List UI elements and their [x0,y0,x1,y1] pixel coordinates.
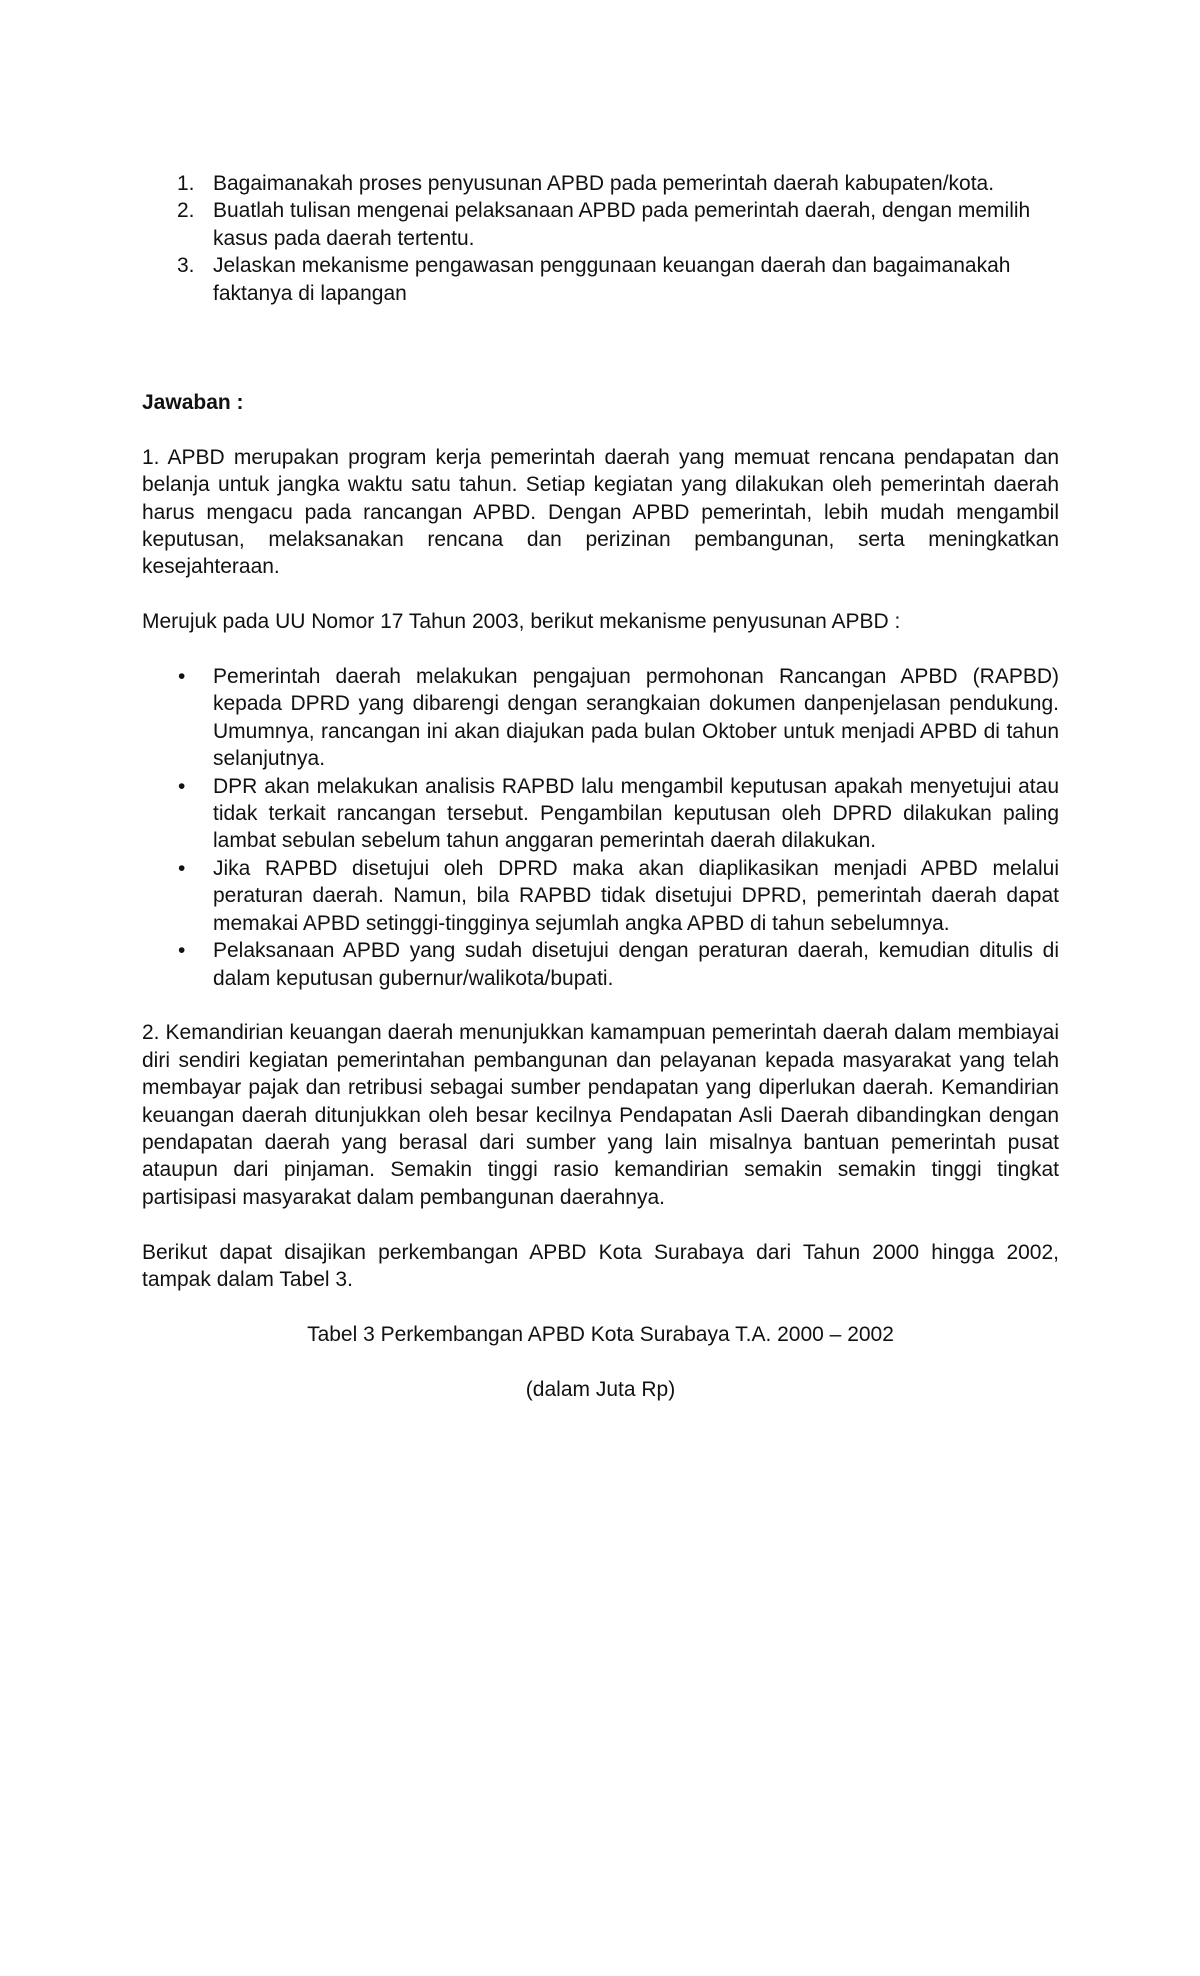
question-text: Bagaimanakah proses penyusunan APBD pada pemerintah daerah kabupaten/kota. [213,172,995,195]
spacer [142,636,1059,663]
spacer [142,1211,1059,1238]
bullet-text: DPR akan melakukan analisis RAPBD lalu mengambil keputusan apakah menyetujui atau tidak terkait rancangan tersebut. Pengambilan keputusan oleh DPRD dilakukan paling lambat sebulan sebelum tahun anggaran pemerintah daerah dilakukan. [213,774,1059,853]
table-caption: Tabel 3 Perkembangan APBD Kota Surabaya T.A. 2000 – 2002 [307,1322,894,1346]
spacer [142,992,1059,1019]
bullet-icon: • [178,774,186,798]
question-number: 2. [177,199,195,223]
bullet-icon: • [178,665,186,689]
question-text: Jelaskan mekanisme pengawasan penggunaan keuangan daerah dan bagaimanakah faktanya di lapangan [213,254,1011,305]
spacer [142,581,1059,608]
spacer [142,416,1059,443]
bullet-item [142,663,1059,773]
bullet-item [142,773,1059,855]
spacer [142,1348,1059,1375]
bullet-icon: • [178,939,186,963]
question-item [142,170,1059,197]
document-body [142,170,1059,1403]
answer-1-lead: Merujuk pada UU Nomor 17 Tahun 2003, berikut mekanisme penyusunan APBD : [142,610,901,634]
bullet-text: Pelaksanaan APBD yang sudah disetujui dengan peraturan daerah, kemudian ditulis di dalam keputusan gubernur/walikota/bupati. [213,939,1059,990]
answer-1-paragraph: 1. APBD merupakan program kerja pemerintah daerah yang memuat rencana pendapatan dan belanja untuk jangka waktu satu tahun. Setiap kegiatan yang dilakukan oleh pemerintah daerah harus mengacu pada rancangan APBD. Dengan APBD pemerintah, lebih mudah mengambil keputusan, melaksanakan rencana dan perizinan pembangunan, serta meningkatkan kesejahteraan. [142,445,1059,579]
question-list [142,170,1059,307]
bullet-text: Jika RAPBD disetujui oleh DPRD maka akan diaplikasikan menjadi APBD melalui peraturan daerah. Namun, bila RAPBD tidak disetujui DPRD, pemerintah daerah dapat memakai APBD setinggi-tingginya sejumlah angka APBD di tahun sebelumnya. [213,856,1059,935]
table-unit-note: (dalam Juta Rp) [525,1377,676,1401]
spacer [142,1293,1059,1320]
answer-2-paragraph: 2. Kemandirian keuangan daerah menunjukkan kamampuan pemerintah daerah dalam membiayai diri sendiri kegiatan pemerintahan pembangunan dan pelayanan kepada masyarakat yang telah membayar pajak dan retribusi sebagai sumber pendapatan yang diperlukan daerah. Kemandirian keuangan daerah ditunjukkan oleh besar kecilnya Pendapatan Asli Daerah dibandingkan dengan pendapatan daerah yang berasal dari sumber yang lain misalnya bantuan pemerintah pusat ataupun dari pinjaman. Semakin tinggi rasio kemandirian semakin semakin tinggi tingkat partisipasi masyarakat dalam pembangunan daerahnya. [142,1021,1059,1209]
bullet-text: Pemerintah daerah melakukan pengajuan permohonan Rancangan APBD (RAPBD) kepada DPRD yang dibarengi dengan serangkaian dokumen danpenjelasan pendukung. Umumnya, rancangan ini akan diajukan pada bulan Oktober untuk menjadi APBD di tahun selanjutnya. [213,665,1059,771]
answer-heading: Jawaban : [142,391,244,415]
question-text: Buatlah tulisan mengenai pelaksanaan APBD pada pemerintah daerah, dengan memilih kasus pada daerah tertentu. [213,199,1031,250]
spacer [142,307,1059,389]
question-number: 1. [177,172,195,195]
question-item [142,252,1059,307]
question-number: 3. [177,254,195,278]
bullet-icon: • [178,856,186,880]
bullet-item [142,855,1059,937]
mechanism-bullet-list [142,663,1059,992]
question-item [142,197,1059,252]
answer-2-lead: Berikut dapat disajikan perkembangan APBD Kota Surabaya dari Tahun 2000 hingga 2002, tampak dalam Tabel 3. [142,1240,1059,1291]
bullet-item [142,937,1059,992]
